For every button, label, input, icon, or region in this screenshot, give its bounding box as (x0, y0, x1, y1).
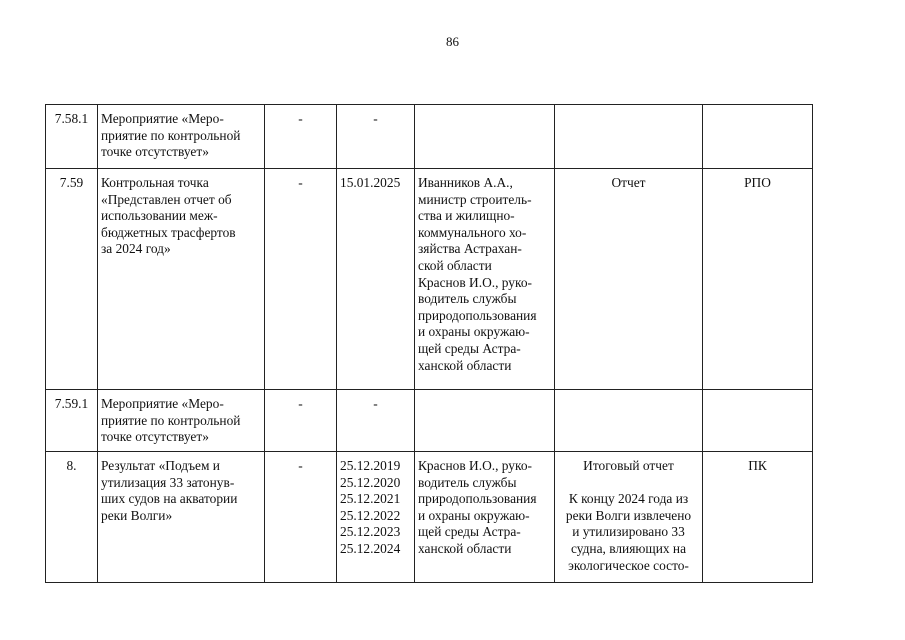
responsible-cell (415, 169, 555, 390)
result-cell-line: реки Волги извлечено (565, 507, 692, 523)
responsible-cell-line: щей среды Астра- (418, 340, 521, 356)
row-number: 7.59.1 (46, 390, 98, 452)
row-number: 7.59 (46, 169, 98, 390)
dash-cell: - (265, 390, 337, 452)
result-cell-line: К концу 2024 года из (568, 491, 689, 507)
table-row (46, 105, 813, 169)
responsible-cell-line: Краснов И.О., руко- (418, 274, 532, 290)
activity-name-line: Результат «Подъем и (101, 458, 220, 473)
responsible-cell (415, 452, 555, 583)
activity-name-line: бюджетных трасфертов (101, 224, 236, 240)
activity-name-line: приятие по контрольной (101, 412, 241, 428)
activity-name (98, 169, 265, 390)
table-row (46, 169, 813, 390)
responsible-cell-line: Краснов И.О., руко- (418, 458, 532, 473)
result-cell-line: и утилизировано 33 (572, 524, 685, 540)
activity-name (98, 452, 265, 583)
date-cell (337, 452, 415, 583)
activity-name-line: Мероприятие «Меро- (101, 111, 224, 126)
responsible-cell-line: ханской области (418, 540, 512, 556)
result-cell-line: экологическое состо- (568, 557, 689, 573)
activity-name-line: точке отсутствует» (101, 429, 209, 445)
date-cell-line: 25.12.2023 (340, 524, 401, 540)
date-cell-line: 25.12.2020 (340, 474, 401, 490)
activity-name-line: использовании меж- (101, 208, 218, 224)
responsible-cell-line: ства и жилищно- (418, 208, 515, 224)
type-cell: РПО (703, 169, 813, 390)
responsible-cell-line: ханской области (418, 357, 512, 373)
responsible-cell-line: коммунального хо- (418, 224, 527, 240)
date-cell (337, 390, 415, 452)
activity-name (98, 105, 265, 169)
date-cell (337, 105, 415, 169)
date-cell (337, 169, 415, 390)
activity-name-line: утилизация 33 затонув- (101, 474, 235, 490)
date-cell-line: 25.12.2022 (340, 507, 401, 523)
table-row (46, 452, 813, 583)
table-row (46, 390, 813, 452)
result-cell (555, 452, 703, 583)
responsible-cell-line: министр строитель- (418, 191, 532, 207)
type-cell (703, 105, 813, 169)
activity-name-line: «Представлен отчет об (101, 191, 232, 207)
date-cell-line: 25.12.2019 (340, 458, 401, 473)
responsible-cell-line: Иванников А.А., (418, 175, 513, 190)
activity-name-line: ших судов на акватории (101, 491, 238, 507)
result-cell (555, 169, 703, 390)
date-cell-line: - (373, 111, 378, 126)
activity-name-line: Мероприятие «Меро- (101, 396, 224, 411)
responsible-cell-line: водитель службы (418, 291, 517, 307)
date-cell-line: 15.01.2025 (340, 175, 401, 190)
activity-name-line: приятие по контрольной (101, 127, 241, 143)
responsible-cell-line: ской области (418, 257, 492, 273)
responsible-cell-line: и охраны окружаю- (418, 507, 530, 523)
responsible-cell-line: водитель службы (418, 474, 517, 490)
result-cell-line: Отчет (611, 175, 646, 190)
page-number: 86 (446, 34, 459, 49)
dash-cell: - (265, 452, 337, 583)
responsible-cell (415, 390, 555, 452)
result-cell-line: судна, влияющих на (570, 540, 687, 556)
plan-table (45, 104, 813, 583)
date-cell-line: - (373, 396, 378, 411)
result-cell-line (558, 475, 699, 492)
result-cell (555, 390, 703, 452)
result-cell-line: Итоговый отчет (583, 458, 674, 473)
activity-name-line: за 2024 год» (101, 241, 171, 257)
date-cell-line: 25.12.2021 (340, 491, 401, 507)
dash-cell: - (265, 105, 337, 169)
responsible-cell-line: природопользования (418, 307, 537, 323)
date-cell-line: 25.12.2024 (340, 540, 401, 556)
row-number: 8. (46, 452, 98, 583)
responsible-cell-line: природопользования (418, 491, 537, 507)
dash-cell: - (265, 169, 337, 390)
type-cell (703, 390, 813, 452)
result-cell (555, 105, 703, 169)
activity-name-line: точке отсутствует» (101, 144, 209, 160)
activity-name-line: реки Волги» (101, 507, 173, 523)
row-number: 7.58.1 (46, 105, 98, 169)
activity-name-line: Контрольная точка (101, 175, 209, 190)
activity-name (98, 390, 265, 452)
responsible-cell-line: щей среды Астра- (418, 524, 521, 540)
responsible-cell (415, 105, 555, 169)
type-cell: ПК (703, 452, 813, 583)
responsible-cell-line: и охраны окружаю- (418, 324, 530, 340)
responsible-cell-line: зяйства Астрахан- (418, 241, 522, 257)
